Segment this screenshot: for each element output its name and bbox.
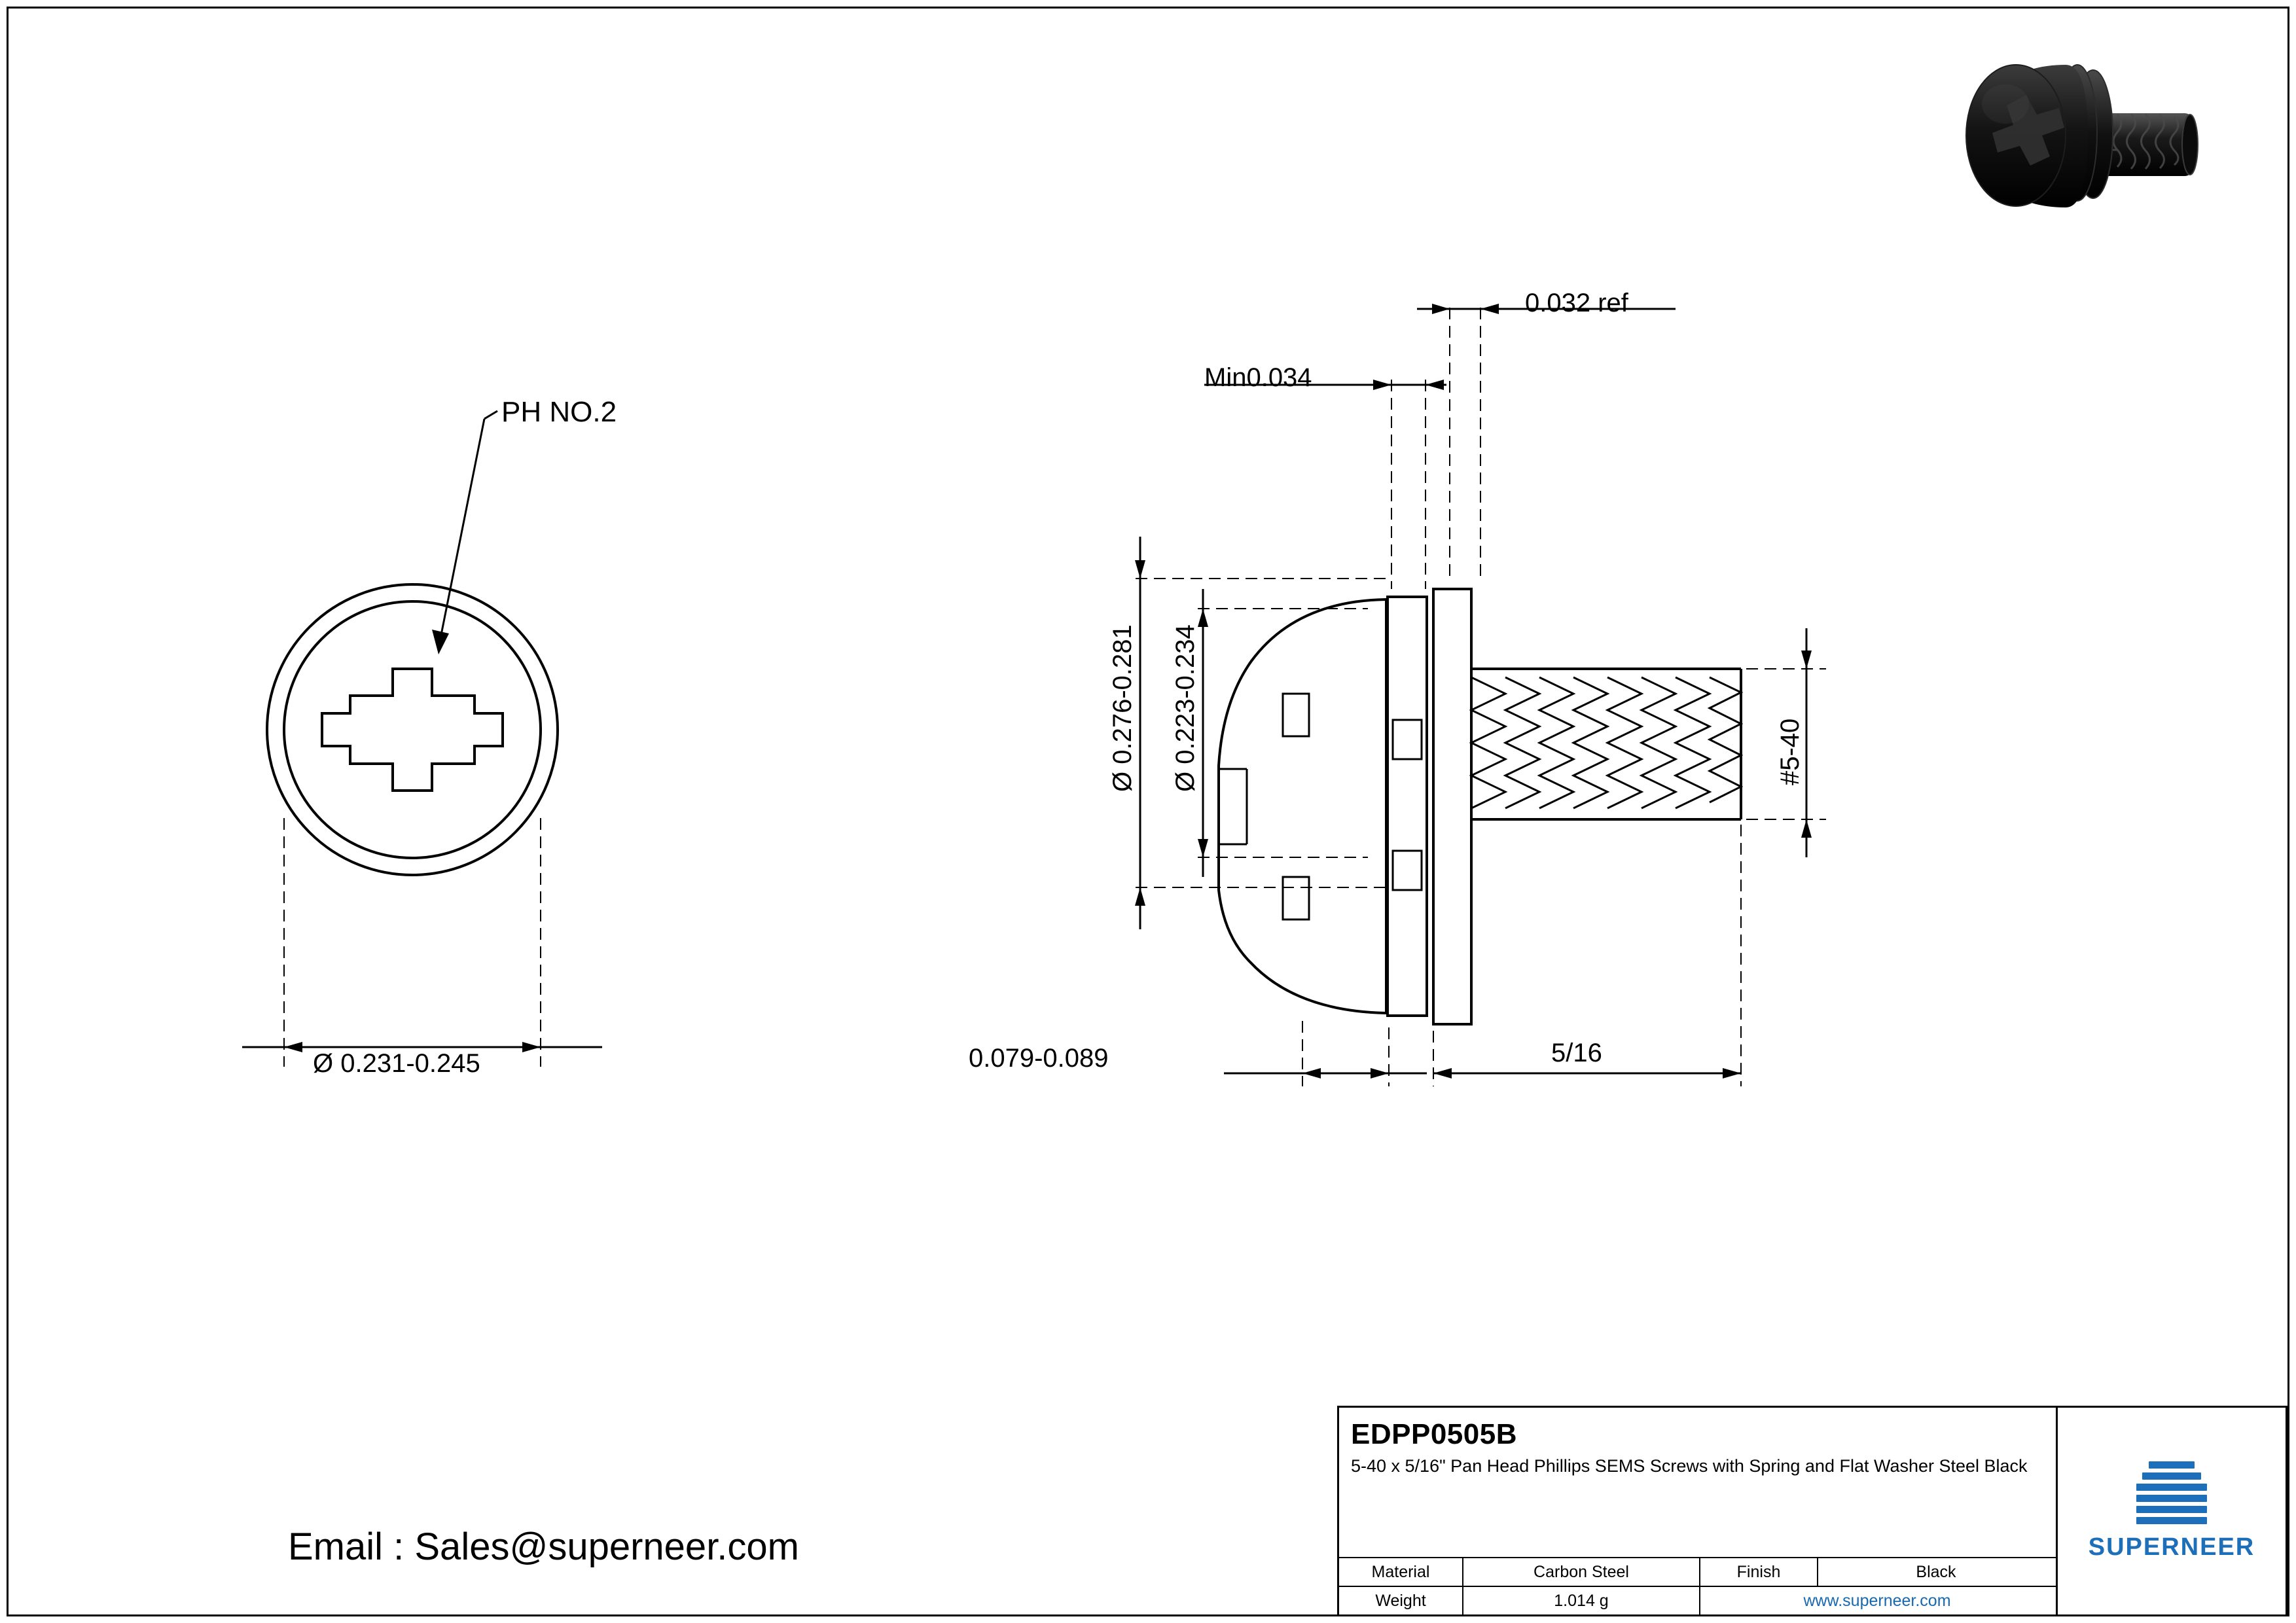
material-label: Material — [1339, 1558, 1463, 1586]
top-view-group — [242, 411, 602, 1067]
part-description: 5-40 x 5/16" Pan Head Phillips SEMS Screws with Spring and Flat Washer Steel Black — [1351, 1456, 2028, 1476]
recess-slot-lower — [1283, 877, 1309, 919]
recess-slot-upper — [1283, 694, 1309, 736]
dim-head-diameter: Ø 0.276-0.281 — [1108, 624, 1137, 792]
phillips-recess — [322, 669, 503, 791]
head-outer-circle — [267, 584, 558, 875]
brand-name: SUPERNEER — [2088, 1533, 2255, 1561]
flat-washer — [1433, 589, 1471, 1024]
material-value: Carbon Steel — [1463, 1558, 1700, 1586]
dim-head-height: 0.079-0.089 — [969, 1044, 1109, 1073]
weight-label: Weight — [1339, 1587, 1463, 1614]
finish-label: Finish — [1700, 1558, 1818, 1586]
side-view-group — [1135, 304, 1826, 1086]
ph-leader-label: PH NO.2 — [501, 396, 617, 428]
3d-render-pan-head-phillips-sems-screw — [1937, 36, 2265, 252]
brand-block — [2058, 1408, 2286, 1614]
dim-spring-washer-min: Min0.034 — [1204, 363, 1312, 392]
pan-head-profile — [1219, 599, 1386, 1013]
part-code: EDPP0505B — [1351, 1418, 1517, 1450]
website-link[interactable]: www.superneer.com — [1803, 1591, 1951, 1610]
dim-pan-head-diameter: Ø 0.223-0.234 — [1171, 624, 1200, 792]
dim-washer-thickness: 0.032 ref — [1525, 289, 1628, 317]
superneer-logo-icon — [2136, 1461, 2207, 1524]
dim-thread-size: #5-40 — [1776, 718, 1804, 785]
finish-value: Black — [1916, 1562, 1956, 1581]
weight-value: 1.014 g — [1463, 1587, 1700, 1614]
dim-top-view-diameter: Ø 0.231-0.245 — [313, 1049, 480, 1078]
title-block-left — [1339, 1408, 2058, 1614]
leader-line-ph — [439, 419, 484, 648]
spring-washer — [1388, 597, 1427, 1016]
material-row — [1339, 1557, 2056, 1586]
title-block — [1337, 1406, 2287, 1616]
weight-row — [1339, 1586, 2056, 1614]
email-text: Email : Sales@superneer.com — [288, 1525, 799, 1568]
thread-profile — [1471, 677, 1741, 808]
dim-shank-length: 5/16 — [1551, 1039, 1602, 1067]
